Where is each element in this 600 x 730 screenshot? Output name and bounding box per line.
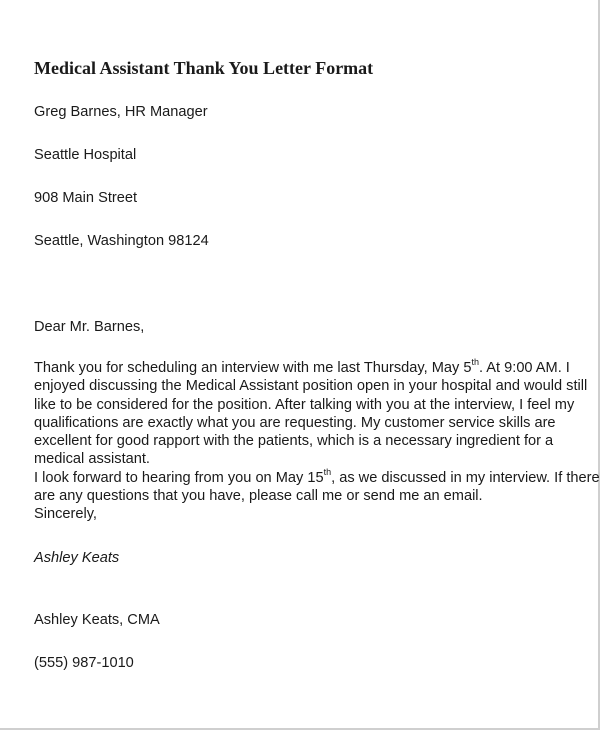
document-title: Medical Assistant Thank You Letter Format [34, 58, 374, 78]
sender-name: Ashley Keats, CMA [34, 612, 160, 628]
ordinal-suffix: th [323, 466, 332, 477]
letter-body [34, 357, 600, 524]
body-text-segment: Thank you for scheduling an interview with me last Thursday, May 5 [34, 360, 472, 376]
body-line [34, 359, 574, 377]
closing: Sincerely, [34, 506, 97, 523]
sender-phone: (555) 987-1010 [34, 655, 134, 671]
body-text-segment: . At 9:00 AM. I [479, 360, 570, 376]
body-text-segment: I look forward to hearing from you on May 15 [34, 469, 324, 486]
body-line: excellent for good rapport with the patients, which is a necessary ingredient for a [34, 433, 554, 450]
body-line: like to be considered for the position. After talking with you at the interview, I feel my [34, 396, 575, 413]
body-text-segment: , as we discussed in my interview. If there [331, 469, 600, 486]
signature: Ashley Keats [34, 550, 120, 566]
body-line: qualifications are exactly what you are requesting. My customer service skills are [34, 414, 556, 431]
body-line: enjoyed discussing the Medical Assistant position open in your hospital and would still [34, 378, 588, 395]
ordinal-suffix: th [471, 357, 479, 368]
recipient-organization: Seattle Hospital [34, 147, 137, 163]
body-line: are any questions that you have, please call me or send me an email. [34, 488, 483, 505]
body-line: medical assistant. [34, 451, 150, 468]
recipient-name: Greg Barnes, HR Manager [34, 104, 208, 120]
salutation: Dear Mr. Barnes, [34, 319, 145, 335]
recipient-city: Seattle, Washington 98124 [34, 233, 209, 249]
body-line [34, 466, 600, 487]
recipient-street: 908 Main Street [34, 190, 138, 206]
